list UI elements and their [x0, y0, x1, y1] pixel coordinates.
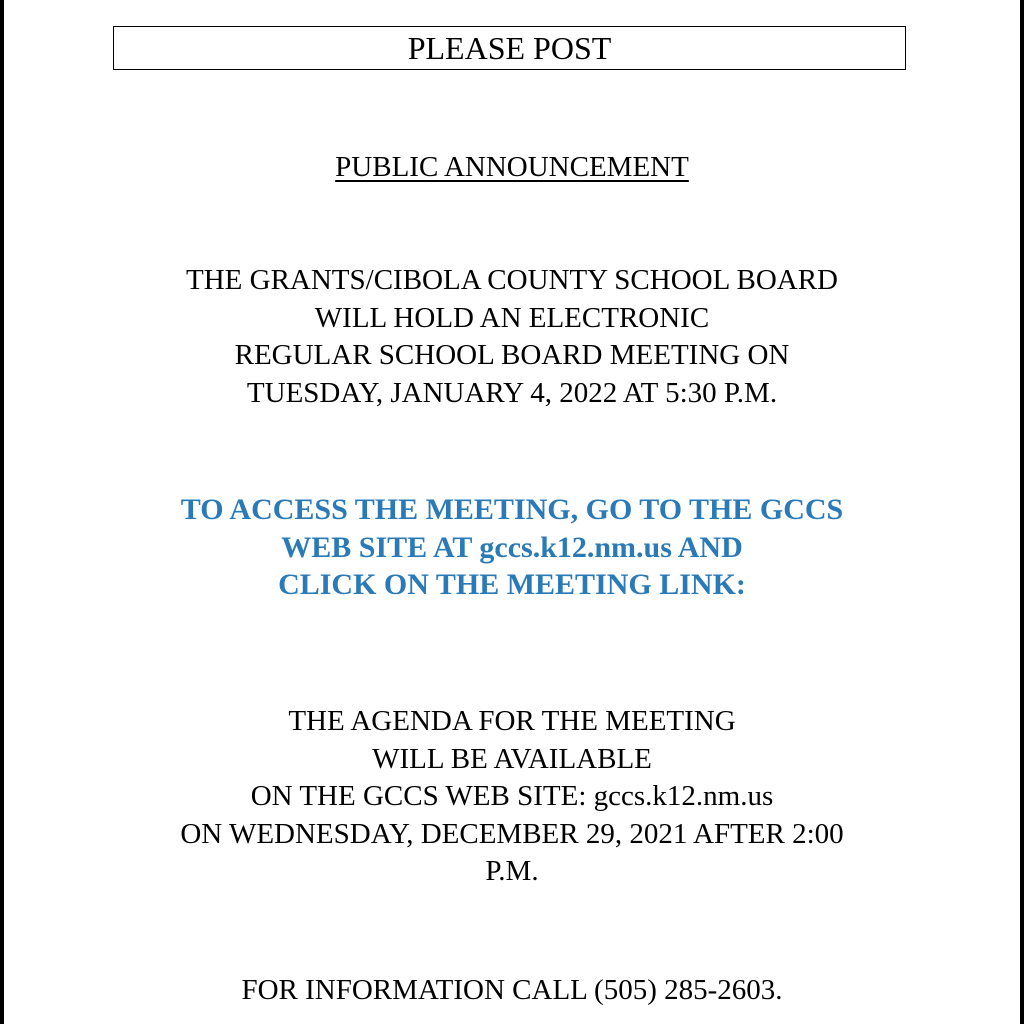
- agenda-line: WILL BE AVAILABLE: [372, 742, 652, 775]
- access-line: WEB SITE AT gccs.k12.nm.us AND: [281, 530, 743, 564]
- meeting-line: REGULAR SCHOOL BOARD MEETING ON: [234, 339, 790, 371]
- announcement-page: [4, 0, 1020, 1024]
- access-line: TO ACCESS THE MEETING, GO TO THE GCCS: [180, 493, 844, 526]
- meeting-notice: [4, 262, 1020, 412]
- agenda-line: ON THE GCCS WEB SITE: gccs.k12.nm.us: [250, 780, 774, 812]
- agenda-notice: [4, 703, 1020, 891]
- contact-line: FOR INFORMATION CALL (505) 285-2603.: [241, 974, 783, 1006]
- access-instructions: [4, 491, 1020, 604]
- agenda-line: ON WEDNESDAY, DECEMBER 29, 2021 AFTER 2:00: [180, 817, 844, 850]
- meeting-line: WILL HOLD AN ELECTRONIC: [314, 301, 710, 334]
- agenda-line: P.M.: [485, 855, 539, 887]
- announcement-title-text: PUBLIC ANNOUNCEMENT: [335, 151, 689, 183]
- contact-info: [4, 972, 1020, 1010]
- announcement-title: [4, 150, 1020, 184]
- agenda-line: THE AGENDA FOR THE MEETING: [288, 705, 736, 737]
- meeting-line: THE GRANTS/CIBOLA COUNTY SCHOOL BOARD: [186, 264, 838, 296]
- please-post-label: PLEASE POST: [407, 30, 612, 66]
- meeting-line: TUESDAY, JANUARY 4, 2022 AT 5:30 P.M.: [246, 376, 778, 409]
- please-post-box: [113, 26, 906, 70]
- access-line: CLICK ON THE MEETING LINK:: [278, 568, 746, 601]
